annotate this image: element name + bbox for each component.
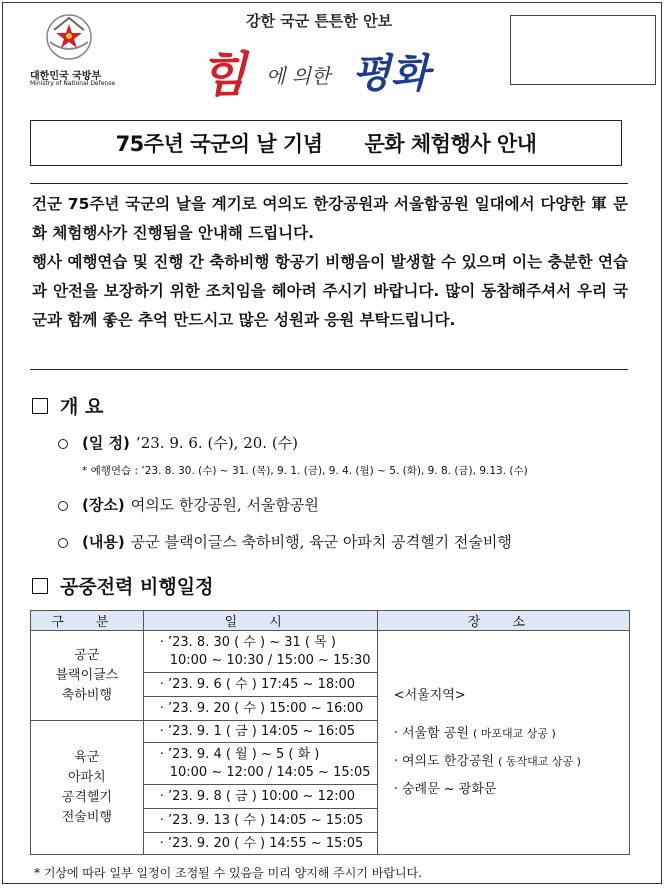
section-schedule-heading [32,572,213,599]
place-item: · 숭례문 ~ 광화문 [393,781,497,797]
bullet-circle-icon [58,439,68,449]
schedule-heading-text: 공중전력 비행일정 [60,576,214,598]
document-title [30,120,622,166]
table-row: · ’23. 9. 8 ( 금 ) 10:00 ~ 12:00 [143,785,377,809]
rehearsal-note: * 예행연습 : ’23. 8. 30. (수) ~ 31. (목), 9. 1. (금), 9. 4. (월) ~ 5. (화), 9. 8. (금), 9.13. (수) [82,465,528,477]
divider-top [30,183,628,184]
bullet-circle-icon [58,501,68,511]
peace-logo [200,36,460,106]
header-datetime: 일 시 [143,611,377,631]
content-label: (내용) [82,533,125,551]
table-row: · ’23. 9. 1 ( 금 ) 14:05 ~ 16:05 [143,721,377,743]
content-value: 공군 블랙이글스 축하비행, 육군 아파치 공격헬기 전술비행 [130,533,512,551]
intro-text [32,190,628,335]
date-label: (일 정) [82,434,130,452]
table-row: · ’23. 9. 20 ( 수 ) 14:55 ~ 15:05 [143,833,377,855]
blank-stamp-box [510,15,656,85]
overview-content-row [58,531,512,552]
title-part2: 문화 체험행사 안내 [364,132,537,156]
table-row: · ’23. 9. 4 ( 월 ) ~ 5 ( 화 ) 10:00 ~ 12:00 / 14:05 ~ 15:05 [143,743,377,785]
date-value: ’23. 9. 6. (수), 20. (수) [135,434,299,452]
table-row: · ’23. 9. 6 ( 수 ) 17:45 ~ 18:00 [143,673,377,697]
bullet-circle-icon [58,538,68,548]
place-value: 여의도 한강공원, 서울함공원 [130,496,319,514]
org-name-korean: 대한민국 국방부 [30,71,102,82]
intro-paragraph-1: 건군 75주년 국군의 날을 계기로 여의도 한강공원과 서울함공원 일대에서 다양한 軍 문화 체험행사가 진행됨을 안내해 드립니다. [32,195,628,242]
overview-place-row [58,494,319,515]
place-item: · 서울함 공원 ( 마포대교 상공 ) [393,725,556,741]
place-item: · 여의도 한강공원 ( 동작대교 상공 ) [393,753,581,769]
slogan: 강한 국군 튼튼한 안보 [246,12,393,30]
divider-bottom [30,369,628,370]
checkbox-square-icon [32,398,48,414]
place-label: (장소) [82,496,125,514]
header-place: 장 소 [377,611,629,631]
checkbox-square-icon [32,578,48,594]
peace-logo-part3: 평화 [352,50,430,97]
footnote: * 기상에 따라 일부 일정이 조정될 수 있음을 미리 양지해 주시기 바랍니다. [34,866,422,880]
table-row: · ’23. 9. 13 ( 수 ) 14:05 ~ 15:05 [143,809,377,833]
ministry-emblem-icon [44,12,94,62]
category-airforce: 공군 블랙이글스 축하비행 [31,631,144,721]
title-part1: 75주년 국군의 날 기념 [115,132,323,156]
section-overview-heading [32,392,103,419]
flight-schedule-table [30,610,630,855]
peace-logo-part2: 에 의한 [266,64,331,88]
peace-logo-part1: 힘 [200,47,247,103]
table-row: · ’23. 9. 20 ( 수 ) 15:00 ~ 16:00 [143,697,377,721]
place-cell [377,631,629,855]
table-row: · ’23. 8. 30 ( 수 ) ~ 31 ( 목 ) 10:00 ~ 10:30 / 15:00 ~ 15:30 [143,631,377,673]
intro-paragraph-2: 행사 예행연습 및 진행 간 축하비행 항공기 비행음이 발생할 수 있으며 이는 충분한 연습과 안전을 보장하기 위한 조치임을 헤아려 주시기 바랍니다. 많이 동참해주셔서 우리 국군과 함께 좋은 추억 만드시고 많은 성원과 응원 부탁드립니다. [32,253,628,329]
place-region: <서울지역> [393,687,466,703]
overview-heading-text: 개 요 [60,396,104,418]
org-name-english: Ministry of National Defense [30,80,116,87]
header-category: 구 분 [31,611,144,631]
overview-date-row [58,432,298,453]
category-army: 육군 아파치 공격헬기 전술비행 [31,721,144,855]
